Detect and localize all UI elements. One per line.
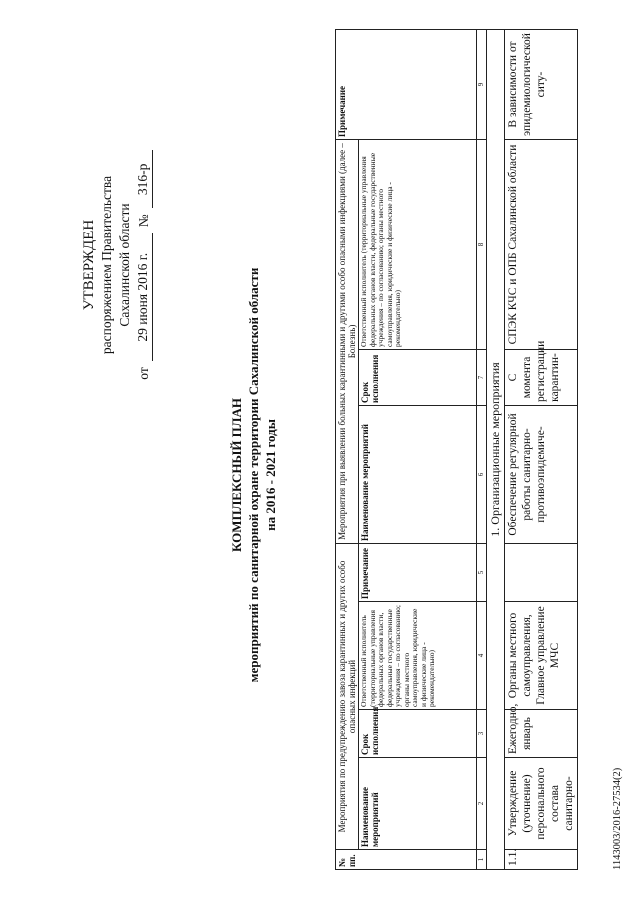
from-label: от <box>136 367 151 380</box>
column-numbers-row <box>477 29 487 869</box>
header-group-prevention: Мероприятия по предупреждению завоза карантинных и других особо опасных инфекций <box>336 543 359 849</box>
row-name: Утверждение (уточнение) персонального состава санитарно- <box>505 758 578 850</box>
col-number: 6 <box>477 405 487 543</box>
title-line-2: мероприятий по санитарной охране территории Сахалинской области <box>246 267 261 683</box>
header-note-2: Примечание <box>336 29 477 139</box>
header-responsible-2: Ответственный исполнитель (территориальные управления федеральных органов власти, федеральные государственные учреждения – по согласованию; органы местного самоуправления, юридические и физические лица - рекомендательно) <box>359 139 477 349</box>
section-row <box>487 29 505 869</box>
row-name-2: Обеспечение регулярной работы санитарно-противоэпидемиче- <box>505 405 578 543</box>
header-term-2: Срок исполнения <box>359 349 477 405</box>
row-term: Ежегодно, январь <box>505 710 578 758</box>
header-group-detection: Мероприятия при выявлении больных карантинными и другими особо опасными инфекциями (далее – Болезнь) <box>336 139 359 543</box>
document-title <box>228 195 279 755</box>
header-note: Примечание <box>359 543 477 601</box>
title-line-1: КОМПЛЕКСНЫЙ ПЛАН <box>229 398 244 552</box>
col-number: 8 <box>477 139 487 349</box>
approval-block <box>80 115 153 415</box>
col-number: 1 <box>477 850 487 870</box>
header-number: № пп. <box>336 850 477 870</box>
col-number: 2 <box>477 758 487 850</box>
section-title: 1. Организационные мероприятия <box>487 29 505 869</box>
row-number: 1.1. <box>505 850 578 870</box>
approval-line-1: распоряжением Правительства <box>99 175 114 355</box>
col-number: 5 <box>477 543 487 601</box>
approval-date: 29 июня 2016 г. <box>134 233 153 361</box>
approval-number: 316-р <box>134 150 153 208</box>
row-term-2: С момента регистрации карантин- <box>505 349 578 405</box>
header-term: Срок исполнения <box>359 710 477 758</box>
row-note <box>505 543 578 601</box>
row-responsible: Органы местного самоуправления, Главное управление МЧС <box>505 602 578 710</box>
title-line-3: на 2016 - 2021 годы <box>263 419 278 531</box>
approval-title: УТВЕРЖДЕН <box>81 219 97 311</box>
number-label: № <box>136 214 151 228</box>
col-number: 4 <box>477 602 487 710</box>
row-note-2: В зависимости от эпидемиологической ситу- <box>505 29 578 139</box>
col-number: 9 <box>477 29 487 139</box>
approval-date-row <box>134 115 153 415</box>
col-number: 3 <box>477 710 487 758</box>
approval-line-2: Сахалинской области <box>117 203 132 327</box>
document-code: 1143003/2016-27534(2) <box>612 767 623 870</box>
header-name-2: Наименование мероприятий <box>359 405 477 543</box>
header-name: Наименование мероприятий <box>359 758 477 850</box>
plan-table <box>335 29 578 870</box>
col-number: 7 <box>477 349 487 405</box>
header-responsible: Ответственный исполнитель (территориальные управления федеральных органов власти, федеральные государственные учреждения – по согласованию; органы местного самоуправления, юридические и физические лица - рекомендательно) <box>359 602 477 710</box>
row-responsible-2: СПЭК КЧС и ОПБ Сахалинской области <box>505 139 578 349</box>
table-row <box>505 29 578 869</box>
